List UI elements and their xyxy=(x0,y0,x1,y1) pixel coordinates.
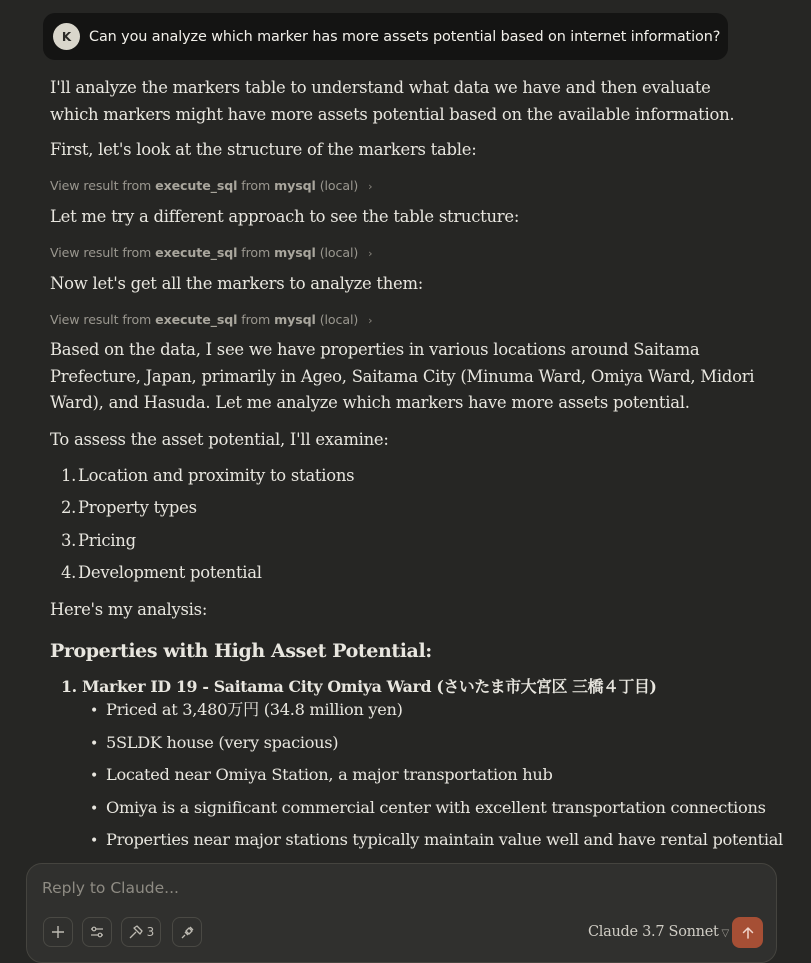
list-item: • 5SLDK house (very spacious) xyxy=(90,733,339,752)
tool-name: execute_sql xyxy=(155,312,238,327)
marker-number: 1. xyxy=(61,677,77,696)
server-scope: (local) xyxy=(319,312,359,327)
tool-result-prefix: View result from xyxy=(50,312,152,327)
tool-result-from: from xyxy=(241,178,271,193)
marker-title-text: Marker ID 19 - Saitama City Omiya Ward (さいたま市大宮区 三橋４丁目) xyxy=(81,677,657,696)
list-item: • Located near Omiya Station, a major transportation hub xyxy=(90,765,553,784)
tool-result-link-1[interactable] xyxy=(50,178,372,193)
model-name: Claude 3.7 Sonnet xyxy=(588,924,719,940)
server-scope: (local) xyxy=(319,178,359,193)
server-name: mysql xyxy=(274,312,316,327)
server-scope: (local) xyxy=(319,245,359,260)
add-button[interactable] xyxy=(43,917,73,947)
tool-name: execute_sql xyxy=(155,178,238,193)
hammer-icon xyxy=(128,925,143,940)
plus-icon xyxy=(51,925,65,939)
criteria-item: 1. Location and proximity to stations xyxy=(61,466,355,485)
chevron-right-icon: › xyxy=(368,314,373,327)
response-analysis-intro: Here's my analysis: xyxy=(50,600,208,619)
chevron-right-icon: › xyxy=(368,247,373,260)
tool-result-prefix: View result from xyxy=(50,245,152,260)
list-item: • Omiya is a significant commercial center with excellent transportation connections xyxy=(90,798,766,817)
section-heading: Properties with High Asset Potential: xyxy=(50,640,432,662)
response-step-1: First, let's look at the structure of the markers table: xyxy=(50,140,477,159)
response-step-2: Let me try a different approach to see the table structure: xyxy=(50,207,520,226)
avatar[interactable]: K xyxy=(53,23,80,50)
chevron-down-icon: ▽ xyxy=(721,928,729,939)
server-name: mysql xyxy=(274,245,316,260)
sliders-icon xyxy=(90,925,104,939)
user-message xyxy=(43,13,728,60)
reply-input[interactable] xyxy=(42,879,642,897)
response-based-on: Based on the data, I see we have properties in various locations around Saitama Prefecture, Japan, primarily in Ageo, Saitama City (Minuma Ward, Omiya Ward, Midori Ward), and Hasuda. Let me analyze which markers have more assets potential. xyxy=(50,340,755,412)
tool-result-prefix: View result from xyxy=(50,178,152,193)
tool-result-from: from xyxy=(241,312,271,327)
response-step-3: Now let's get all the markers to analyze them: xyxy=(50,274,424,293)
user-question: Can you analyze which marker has more assets potential based on internet information? xyxy=(89,28,721,45)
tool-result-link-2[interactable] xyxy=(50,245,372,260)
arrow-up-icon xyxy=(741,926,755,940)
settings-button[interactable] xyxy=(82,917,112,947)
tools-button[interactable] xyxy=(121,917,161,947)
integration-button[interactable] xyxy=(172,917,202,947)
send-button[interactable] xyxy=(732,917,763,948)
plug-icon xyxy=(180,925,195,940)
list-item: • Properties near major stations typically maintain value well and have rental potential xyxy=(90,830,783,849)
response-assess-intro: To assess the asset potential, I'll examine: xyxy=(50,430,389,449)
tools-count: 3 xyxy=(146,925,155,939)
tool-result-link-3[interactable] xyxy=(50,312,372,327)
marker-title xyxy=(61,674,657,697)
tool-result-from: from xyxy=(241,245,271,260)
model-selector[interactable] xyxy=(588,924,729,940)
server-name: mysql xyxy=(274,178,316,193)
criteria-item: 2. Property types xyxy=(61,498,197,517)
chevron-right-icon: › xyxy=(368,180,373,193)
tool-name: execute_sql xyxy=(155,245,238,260)
criteria-item: 3. Pricing xyxy=(61,531,136,550)
criteria-item: 4. Development potential xyxy=(61,563,262,582)
response-intro: I'll analyze the markers table to understand what data we have and then evaluate which markers might have more assets potential based on the available information. xyxy=(50,78,735,124)
composer xyxy=(26,863,777,963)
list-item: • Priced at 3,480万円 (34.8 million yen) xyxy=(90,700,403,719)
